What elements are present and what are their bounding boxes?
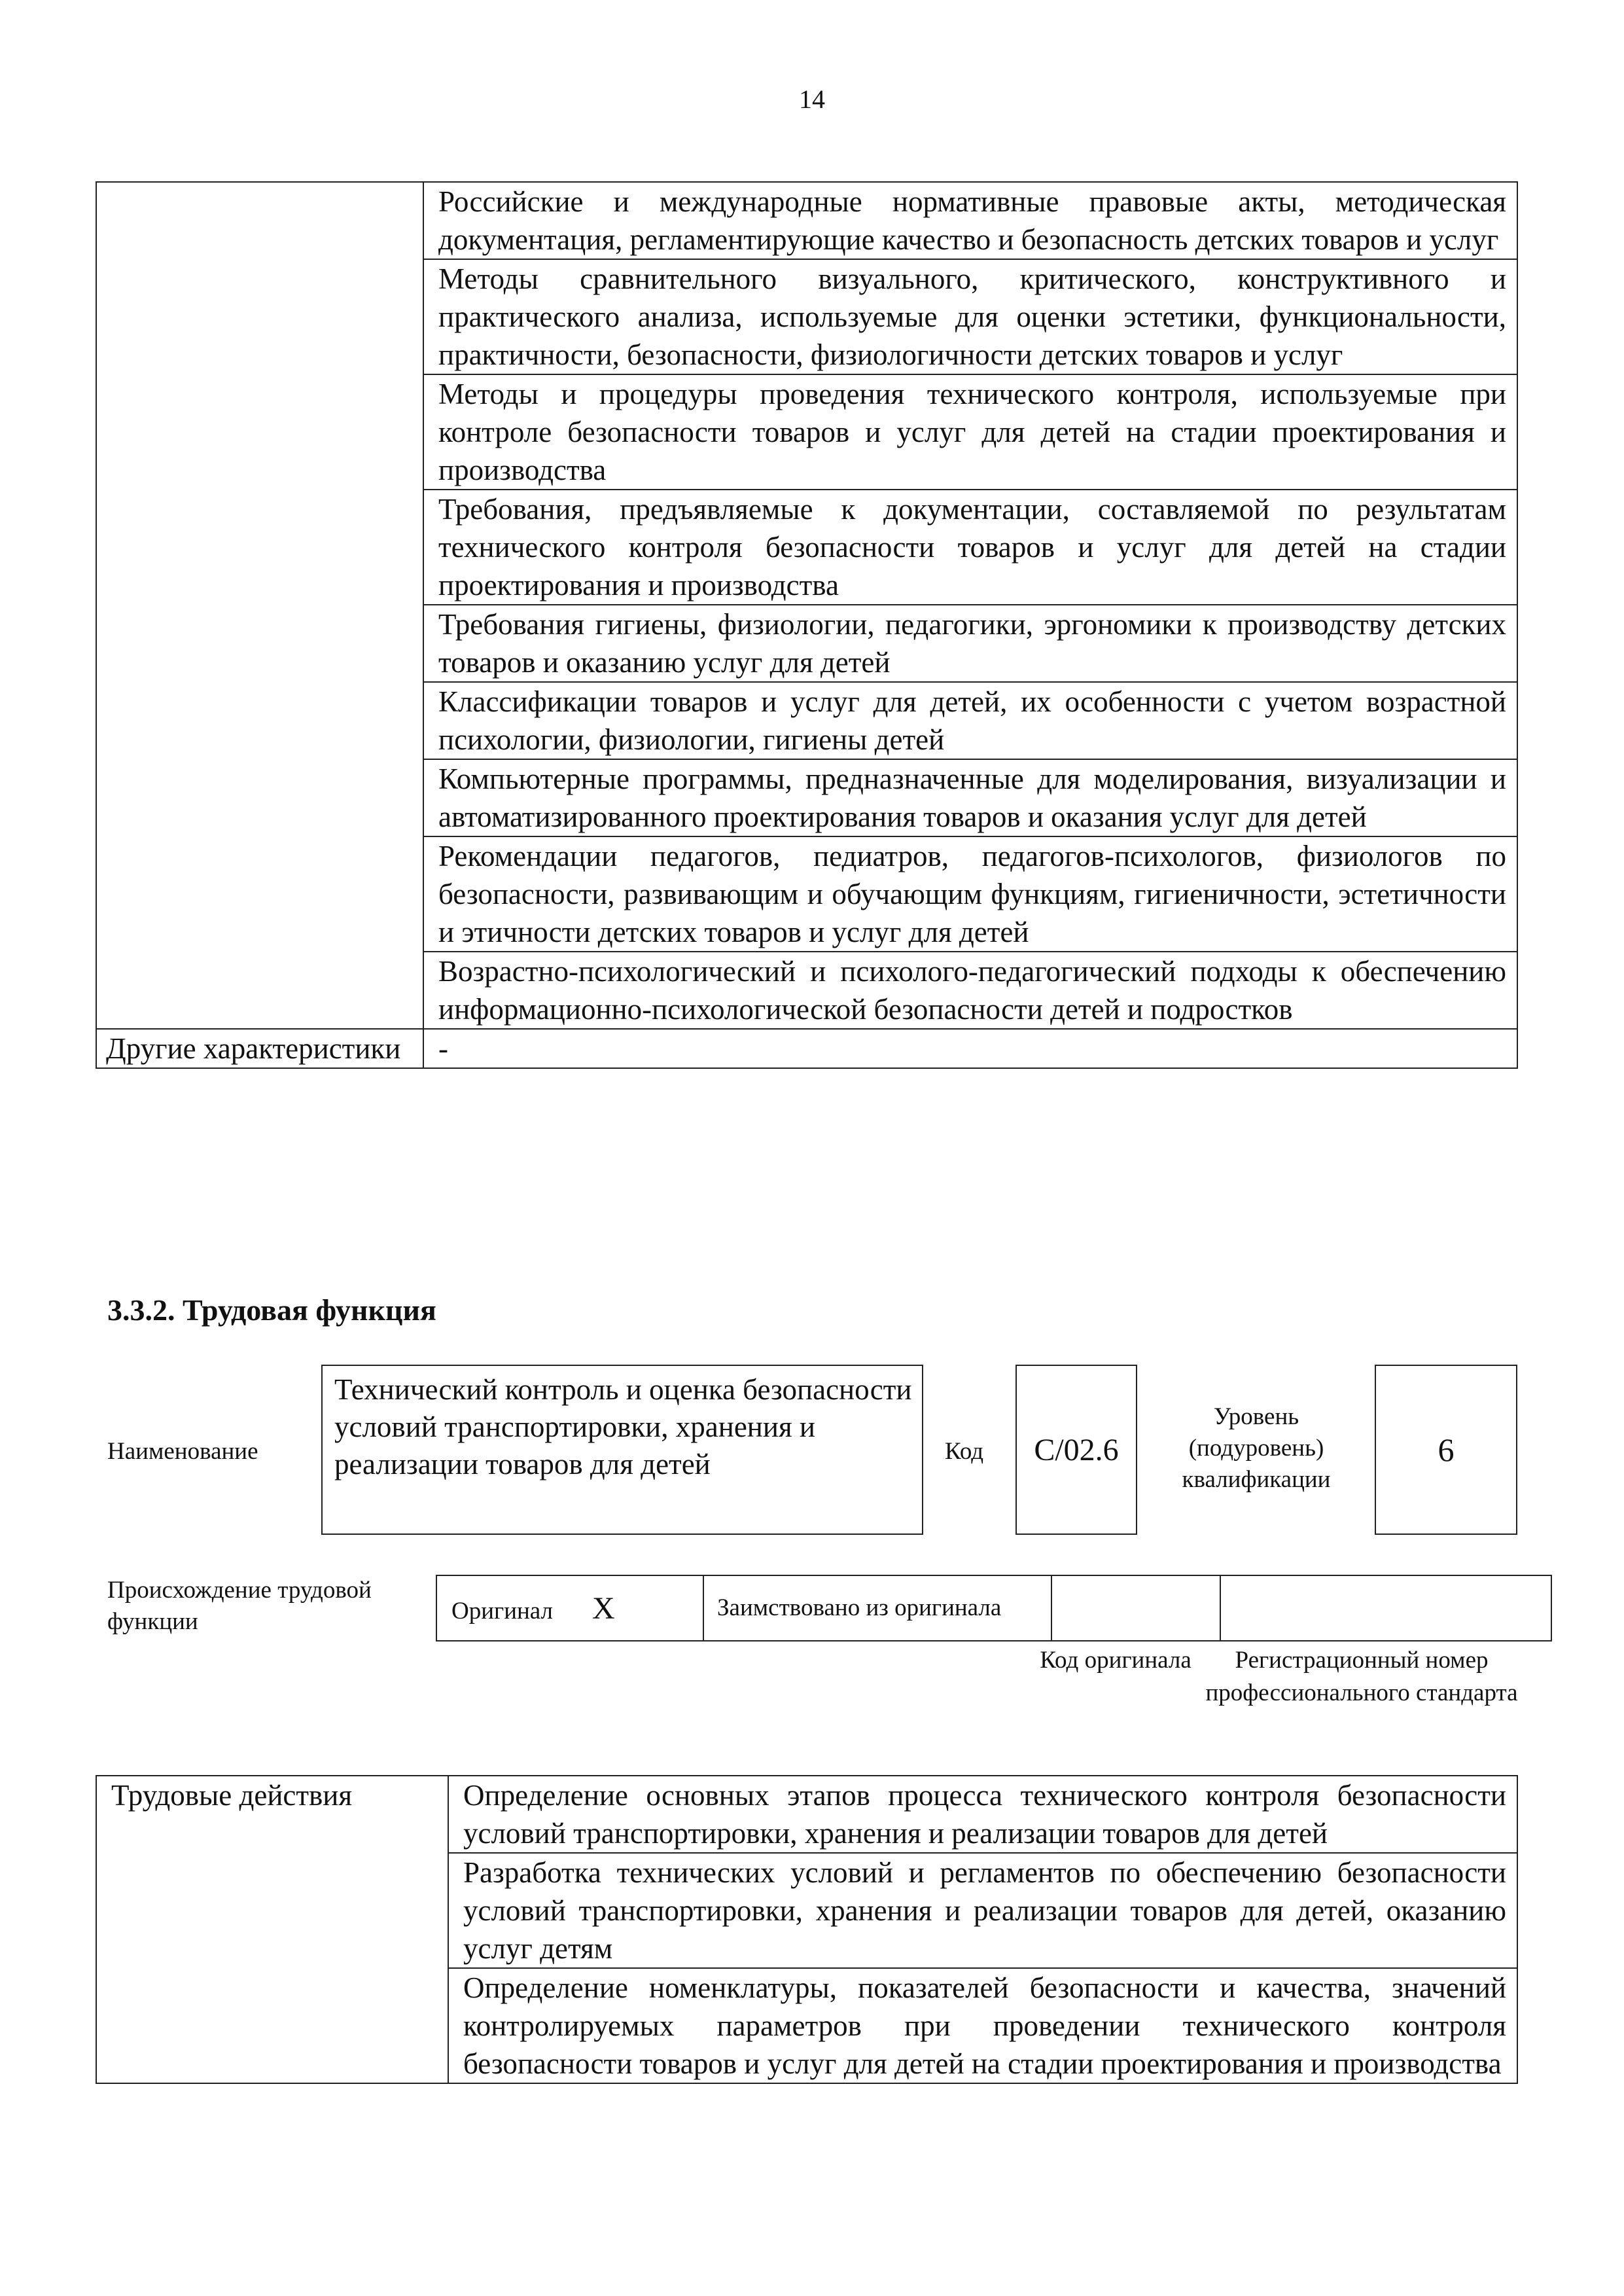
knowledge-item: Требования, предъявляемые к документации, составляемой по результатам технического контроля безопасности товаров и услуг для детей на стадии проектирования и производства [423,490,1517,605]
knowledge-table-left-cell [96,182,423,1029]
section-heading: 3.3.2. Трудовая функция [107,1293,436,1327]
function-code-value: C/02.6 [1015,1365,1137,1535]
knowledge-item: Классификации товаров и услуг для детей, их особенности с учетом возрастной психологии, физиологии, гигиены детей [423,682,1517,759]
qualification-level-label: Уровень (подуровень) квалификации [1182,1403,1331,1493]
labor-action-item: Разработка технических условий и регламентов по обеспечению безопасности условий транспортировки, хранения и реализации товаров для детей, оказанию услуг детям [448,1853,1517,1968]
origin-reg-number-cell [1220,1575,1551,1641]
knowledge-item: Компьютерные программы, предназначенные для моделирования, визуализации и автоматизированного проектирования товаров и оказания услуг для детей [423,759,1517,836]
labor-actions-table [96,1775,1518,2084]
other-characteristics-label: Другие характеристики [96,1029,423,1068]
origin-borrowed-label: Заимствовано из оригинала [703,1575,1051,1641]
knowledge-item: Методы сравнительного визуального, критического, конструктивного и практического анализа, используемые для оценки эстетики, функциональности, практичности, безопасности, физиологичности детских товаров и услуг [423,259,1517,374]
origin-original-label: Оригинал [451,1597,554,1624]
origin-code-caption: Код оригинала [1040,1647,1192,1674]
labor-actions-label: Трудовые действия [96,1776,448,2083]
knowledge-table [96,181,1518,1069]
knowledge-item: Методы и процедуры проведения технического контроля, используемые при контроле безопасности товаров и услуг для детей на стадии проектирования и производства [423,374,1517,490]
knowledge-item: Рекомендации педагогов, педиатров, педагогов-психологов, физиологов по безопасности, развивающим и обучающим функциям, гигиеничности, эстетичности и этичности детских товаров и услуг для детей [423,836,1517,952]
knowledge-item: Возрастно-психологический и психолого-педагогический подходы к обеспечению информационно-психологической безопасности детей и подростков [423,952,1517,1029]
knowledge-item: Требования гигиены, физиологии, педагогики, эргономики к производству детских товаров и оказанию услуг для детей [423,605,1517,682]
code-label: Код [945,1438,984,1465]
qualification-level-value: 6 [1375,1365,1517,1535]
origin-original-cell [436,1575,703,1641]
knowledge-item: Российские и международные нормативные правовые акты, методическая документация, регламентирующие качество и безопасность детских товаров и услуг [423,182,1517,259]
origin-reg-number-caption: Регистрационный номер профессионального стандарта [1205,1647,1518,1706]
labor-action-item: Определение номенклатуры, показателей безопасности и качества, значений контролируемых параметров при проведении технического контроля безопасности товаров и услуг для детей на стадии проектирования и производства [448,1968,1517,2083]
origin-code-cell [1051,1575,1220,1641]
other-characteristics-value: - [423,1029,1517,1068]
labor-action-item: Определение основных этапов процесса технического контроля безопасности условий транспортировки, хранения и реализации товаров для детей [448,1776,1517,1853]
origin-original-mark: X [592,1590,615,1626]
origin-label: Происхождение трудовой функции [107,1577,372,1635]
name-label: Наименование [107,1438,258,1465]
origin-table [436,1575,1552,1641]
page-number: 14 [799,84,825,114]
function-name-value: Технический контроль и оценка безопасности условий транспортировки, хранения и реализации товаров для детей [321,1365,923,1535]
